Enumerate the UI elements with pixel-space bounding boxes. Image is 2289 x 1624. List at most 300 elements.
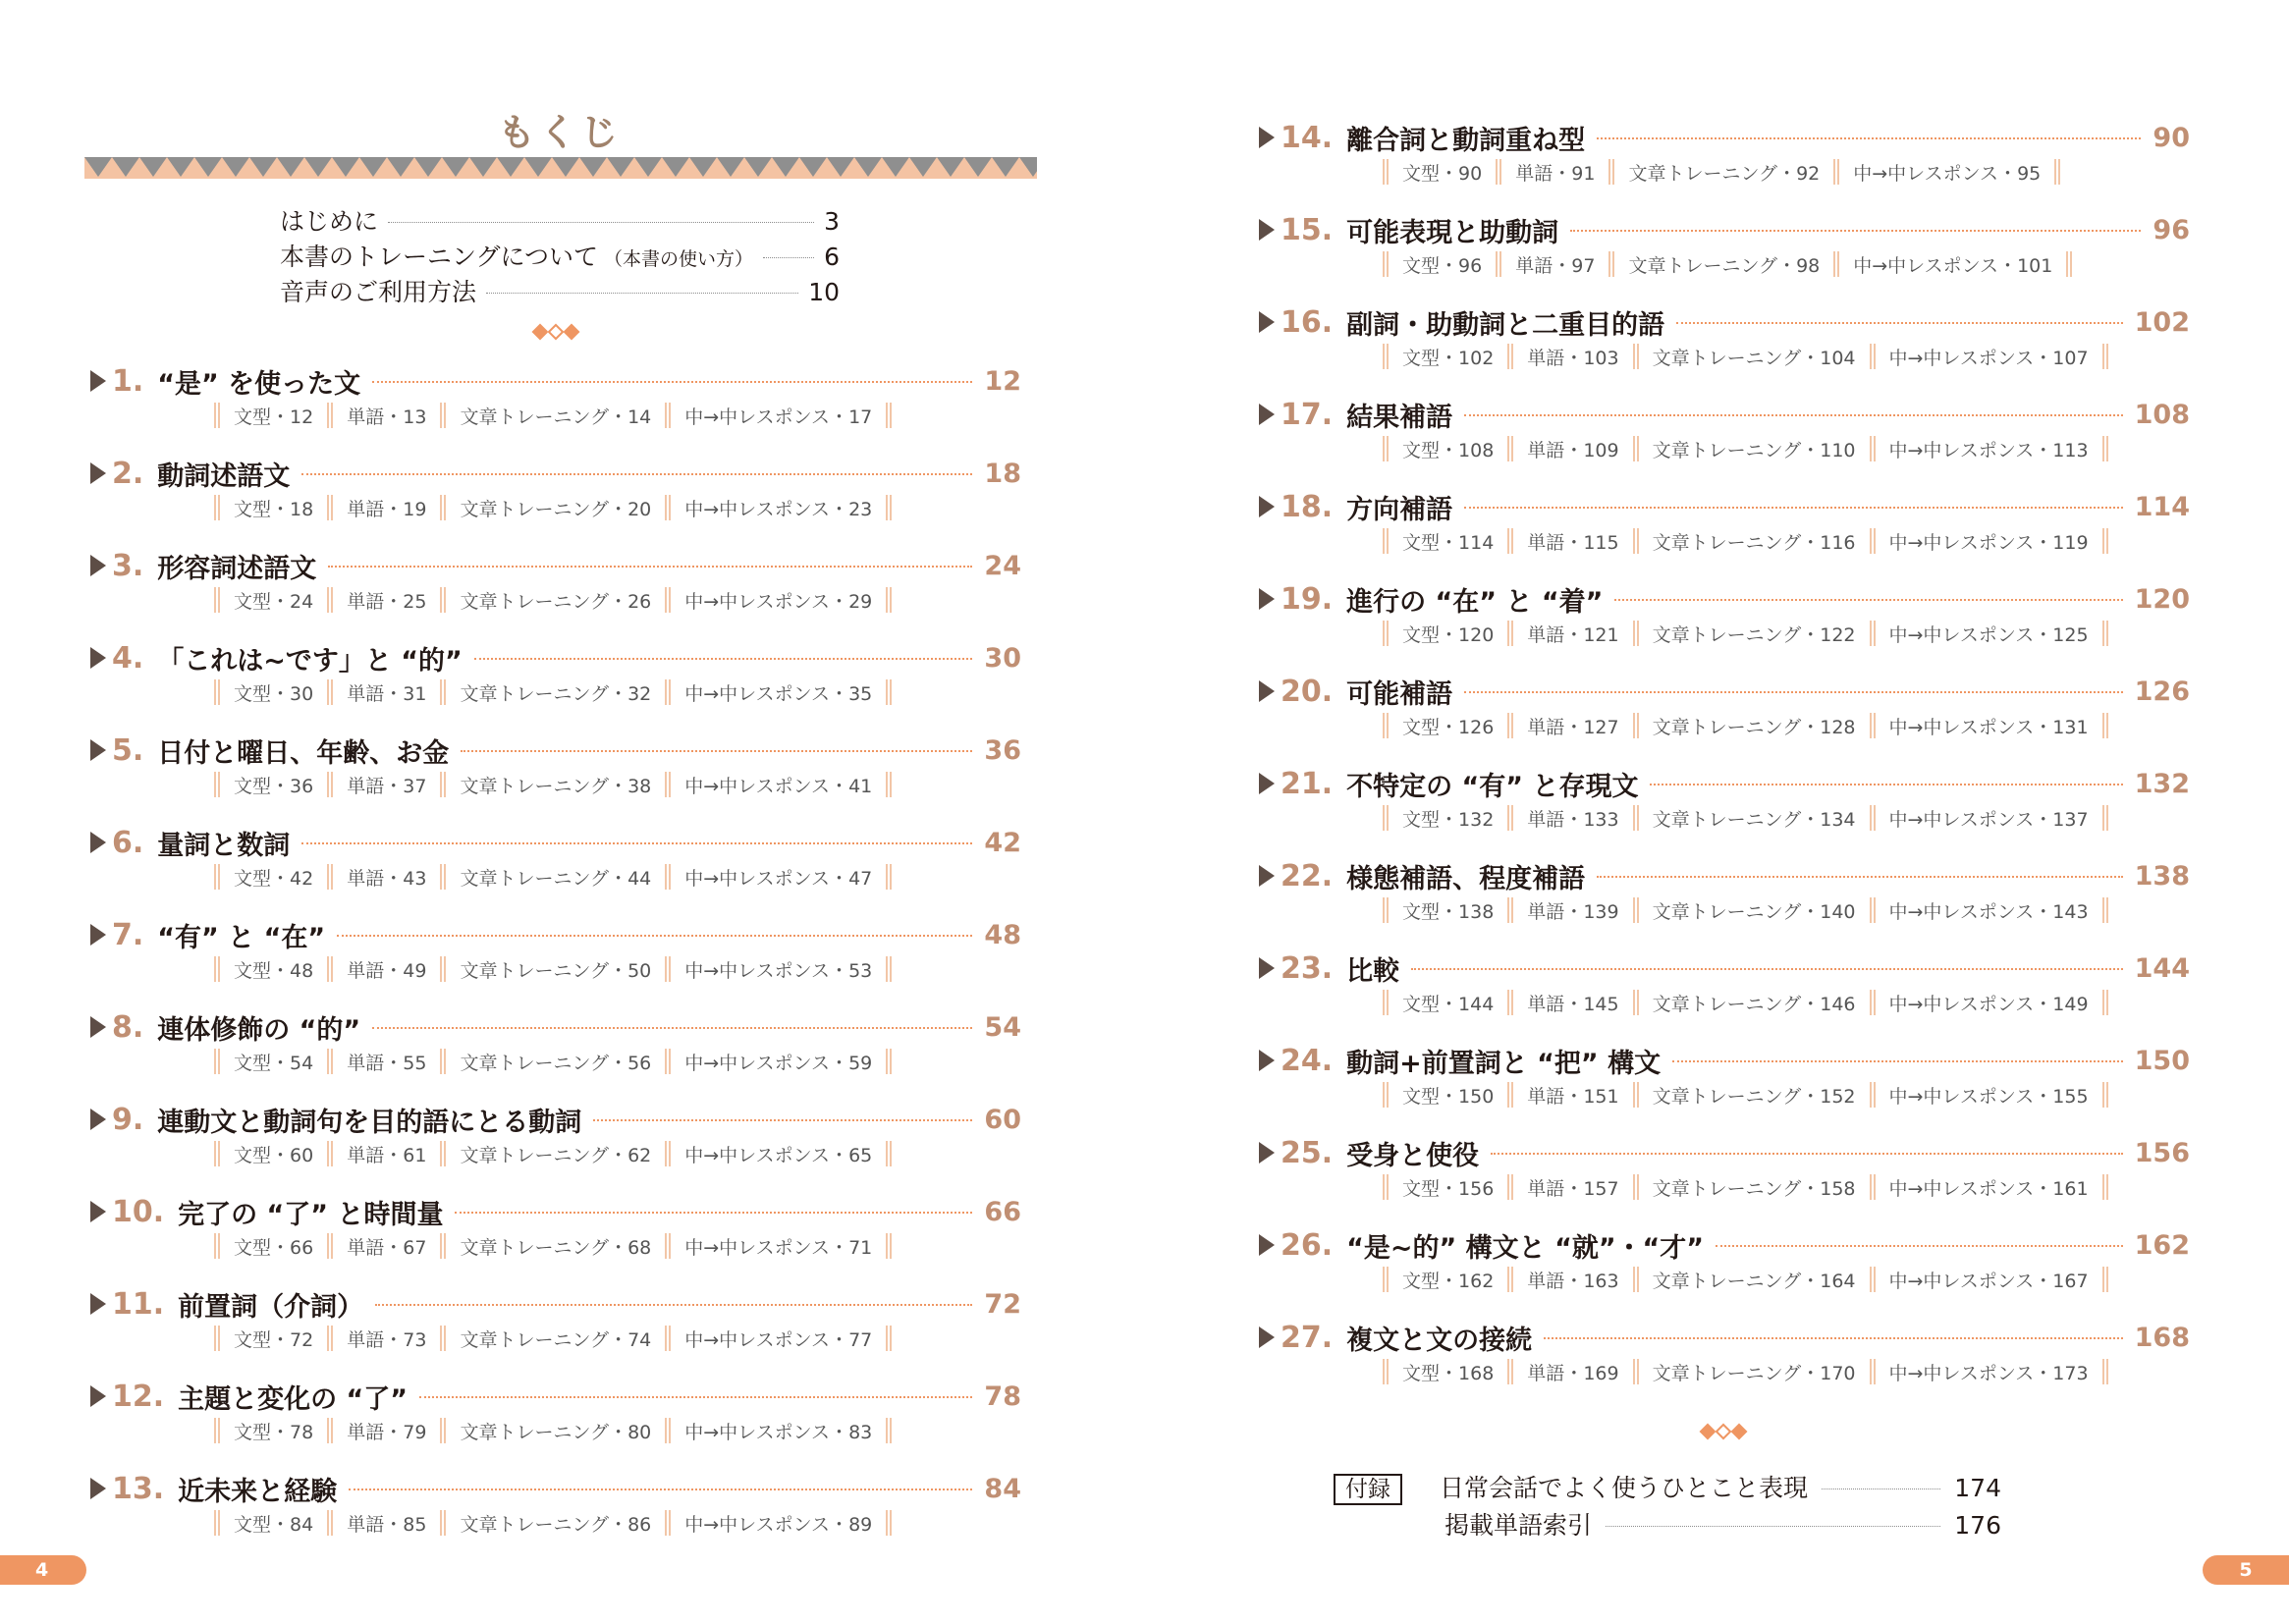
section-item[interactable] xyxy=(684,1510,872,1537)
section-item[interactable] xyxy=(1889,1082,2089,1109)
section-item[interactable] xyxy=(1653,805,1856,832)
double-bar-separator xyxy=(1383,1267,1389,1292)
filled-diamond-icon xyxy=(532,324,549,341)
section-item[interactable] xyxy=(684,403,872,429)
double-bar-separator xyxy=(1870,1082,1876,1108)
section-item[interactable] xyxy=(684,956,872,983)
play-triangle-icon xyxy=(1259,957,1275,979)
double-bar-separator xyxy=(1507,436,1513,461)
chapter-page: 24 xyxy=(984,550,1021,581)
chapter-heading xyxy=(1259,672,2190,711)
section-page: 102 xyxy=(1458,347,1495,369)
chapter-entry[interactable] xyxy=(1259,1133,2190,1212)
section-item[interactable] xyxy=(1889,436,2089,462)
section-item[interactable] xyxy=(1527,1174,1618,1201)
chapter-entry[interactable] xyxy=(90,361,1021,440)
chapter-entry[interactable] xyxy=(1259,579,2190,658)
double-bar-separator xyxy=(665,587,671,613)
section-item[interactable] xyxy=(1889,621,2089,647)
chapter-entry[interactable] xyxy=(1259,856,2190,935)
section-item[interactable] xyxy=(1653,1082,1856,1109)
chapter-entry[interactable] xyxy=(1259,1318,2190,1396)
section-page: 23 xyxy=(848,498,873,520)
play-triangle-icon xyxy=(1259,773,1275,794)
section-item[interactable] xyxy=(460,1510,651,1537)
section-item[interactable] xyxy=(1402,1082,1494,1109)
section-page: 143 xyxy=(2052,900,2089,923)
section-item[interactable] xyxy=(1889,344,2089,370)
middle-dot-separator: ・ xyxy=(384,867,404,890)
section-item[interactable] xyxy=(347,495,426,521)
double-bar-separator xyxy=(1633,1174,1639,1200)
double-bar-separator xyxy=(665,1141,671,1166)
section-item[interactable] xyxy=(234,495,313,521)
section-item[interactable] xyxy=(1402,621,1494,647)
section-page: 164 xyxy=(1820,1270,1856,1292)
section-item[interactable] xyxy=(460,495,651,521)
chapter-entry[interactable] xyxy=(90,1100,1021,1178)
section-label: 文型 xyxy=(1402,439,1441,461)
section-page: 158 xyxy=(1820,1177,1856,1200)
double-bar-separator xyxy=(214,956,220,982)
double-bar-separator xyxy=(327,679,333,705)
double-bar-separator xyxy=(886,1326,892,1351)
section-item[interactable] xyxy=(1889,1359,2089,1385)
section-page: 72 xyxy=(290,1328,314,1351)
chapter-page: 36 xyxy=(984,734,1021,766)
diamond-ornament xyxy=(1702,1426,1745,1437)
section-item[interactable] xyxy=(684,1326,872,1352)
double-bar-separator xyxy=(665,956,671,982)
section-item[interactable] xyxy=(234,1233,313,1260)
leader-dots xyxy=(1570,230,2141,232)
intro-item[interactable] xyxy=(280,273,840,308)
middle-dot-separator: ・ xyxy=(1564,1085,1584,1108)
section-page: 140 xyxy=(1820,900,1856,923)
section-item[interactable] xyxy=(684,864,872,891)
leader-dots xyxy=(1464,507,2122,509)
chapter-entry[interactable] xyxy=(1259,1225,2190,1304)
section-label: 中→中レスポンス xyxy=(1888,1270,2035,1292)
section-item[interactable] xyxy=(347,1233,426,1260)
section-item[interactable] xyxy=(234,679,313,706)
section-item[interactable] xyxy=(1653,990,1856,1016)
section-item[interactable] xyxy=(684,495,872,521)
chapter-entry[interactable] xyxy=(90,915,1021,994)
leader-dots xyxy=(455,1212,972,1214)
section-page: 38 xyxy=(627,775,652,797)
middle-dot-separator: ・ xyxy=(271,1144,291,1166)
double-bar-separator xyxy=(440,772,446,797)
chapter-page: 108 xyxy=(2134,399,2190,430)
middle-dot-separator: ・ xyxy=(609,1421,628,1443)
section-item[interactable] xyxy=(1515,251,1595,278)
section-label: 単語 xyxy=(347,682,385,705)
middle-dot-separator: ・ xyxy=(830,406,849,428)
section-label: 文章トレーニング xyxy=(1652,1270,1802,1292)
section-label: 単語 xyxy=(1515,162,1553,185)
section-item[interactable] xyxy=(1653,713,1856,739)
double-bar-separator xyxy=(2102,805,2108,831)
section-item[interactable] xyxy=(460,1418,651,1444)
double-bar-separator xyxy=(1496,251,1501,277)
section-label: 単語 xyxy=(1527,1177,1565,1200)
section-item[interactable] xyxy=(684,679,872,706)
section-item[interactable] xyxy=(347,772,426,798)
section-item[interactable] xyxy=(347,864,426,891)
chapter-entry[interactable] xyxy=(1259,395,2190,473)
section-item[interactable] xyxy=(1527,344,1618,370)
chapter-title: 複文と文の接続 xyxy=(1346,1325,1533,1356)
chapter-title: 可能表現と助動詞 xyxy=(1346,217,1559,248)
section-page: 156 xyxy=(1458,1177,1495,1200)
page-number-right: 5 xyxy=(2203,1555,2289,1585)
section-label: 文章トレーニング xyxy=(1652,993,1802,1015)
middle-dot-separator: ・ xyxy=(384,682,404,705)
section-item[interactable] xyxy=(1527,897,1618,924)
middle-dot-separator: ・ xyxy=(1564,900,1584,923)
leader-dots xyxy=(1716,1245,2123,1247)
chapter-entry[interactable] xyxy=(1259,948,2190,1027)
leader-dots xyxy=(1650,784,2122,785)
chapter-entry[interactable] xyxy=(1259,210,2190,289)
double-bar-separator xyxy=(1383,713,1389,738)
chapter-page: 18 xyxy=(984,458,1021,489)
double-bar-separator xyxy=(1833,159,1839,185)
filled-diamond-icon xyxy=(564,324,580,341)
section-page: 116 xyxy=(1820,531,1856,554)
outline-diamond-icon xyxy=(1716,1424,1732,1440)
section-item[interactable] xyxy=(1853,159,2041,186)
chapter-sections xyxy=(1369,895,2122,925)
chapter-title: 連動文と動詞句を目的語にとる動詞 xyxy=(157,1107,582,1138)
chapter-title: 連体修飾の “的” xyxy=(157,1014,361,1046)
section-item[interactable] xyxy=(347,403,426,429)
section-item[interactable] xyxy=(347,956,426,983)
section-label: 中→中レスポンス xyxy=(1888,900,2035,923)
section-label: 文章トレーニング xyxy=(1628,254,1778,277)
chapter-page: 102 xyxy=(2134,306,2190,338)
section-label: 文型 xyxy=(234,1328,272,1351)
section-item[interactable] xyxy=(1402,1174,1494,1201)
section-page: 25 xyxy=(403,590,427,613)
section-label: 中→中レスポンス xyxy=(1888,439,2035,461)
chapter-sections xyxy=(1369,711,2122,740)
middle-dot-separator: ・ xyxy=(2034,716,2053,738)
section-item[interactable] xyxy=(1402,897,1494,924)
section-item[interactable] xyxy=(460,1049,651,1075)
chapter-entry[interactable] xyxy=(1259,302,2190,381)
intro-item[interactable] xyxy=(280,202,840,238)
leader-dots xyxy=(1464,414,2122,416)
section-item[interactable] xyxy=(234,1049,313,1075)
appendix-tag: 付録 xyxy=(1334,1474,1402,1505)
chapter-title: 不特定の “有” と存現文 xyxy=(1346,771,1639,802)
chapter-title: 近未来と経験 xyxy=(178,1476,338,1507)
leader-dots xyxy=(1597,876,2122,878)
section-item[interactable] xyxy=(684,1049,872,1075)
section-item[interactable] xyxy=(1653,897,1856,924)
section-item[interactable] xyxy=(234,772,313,798)
section-item[interactable] xyxy=(1889,1174,2089,1201)
section-item[interactable] xyxy=(1402,1359,1494,1385)
section-label: 単語 xyxy=(347,1144,385,1166)
double-bar-separator xyxy=(440,403,446,428)
section-label: 文章トレーニング xyxy=(1652,531,1802,554)
section-label: 単語 xyxy=(347,867,385,890)
double-bar-separator xyxy=(2102,1082,2108,1108)
chapter-entry[interactable] xyxy=(90,638,1021,717)
section-page: 122 xyxy=(1820,623,1856,646)
section-item[interactable] xyxy=(1527,1267,1618,1293)
section-item[interactable] xyxy=(1402,713,1494,739)
chapter-number: 23. xyxy=(1281,950,1334,986)
leader-dots xyxy=(474,658,973,660)
section-page: 125 xyxy=(2052,623,2089,646)
chapter-entry[interactable] xyxy=(1259,118,2190,196)
chapter-heading xyxy=(90,1377,1021,1416)
section-item[interactable] xyxy=(1889,990,2089,1016)
section-item[interactable] xyxy=(347,1418,426,1444)
section-item[interactable] xyxy=(1889,805,2089,832)
middle-dot-separator: ・ xyxy=(384,1236,404,1259)
section-label: 文章トレーニング xyxy=(460,867,610,890)
section-item[interactable] xyxy=(1889,897,2089,924)
section-page: 113 xyxy=(2052,439,2089,461)
section-item[interactable] xyxy=(234,587,313,614)
section-item[interactable] xyxy=(347,1326,426,1352)
section-item[interactable] xyxy=(1527,805,1618,832)
section-item[interactable] xyxy=(347,1049,426,1075)
chapter-heading xyxy=(1259,487,2190,526)
section-item[interactable] xyxy=(234,956,313,983)
chapter-entry[interactable] xyxy=(90,1007,1021,1086)
middle-dot-separator: ・ xyxy=(271,1328,291,1351)
section-item[interactable] xyxy=(1628,251,1820,278)
chapter-entry[interactable] xyxy=(90,1192,1021,1271)
section-item[interactable] xyxy=(460,587,651,614)
chapter-page: 12 xyxy=(984,365,1021,397)
double-bar-separator xyxy=(440,864,446,890)
double-bar-separator xyxy=(886,864,892,890)
section-item[interactable] xyxy=(347,679,426,706)
section-item[interactable] xyxy=(1653,1174,1856,1201)
section-item[interactable] xyxy=(1402,990,1494,1016)
section-item[interactable] xyxy=(1653,344,1856,370)
chapter-entry[interactable] xyxy=(90,1284,1021,1363)
section-item[interactable] xyxy=(460,679,651,706)
section-item[interactable] xyxy=(460,1326,651,1352)
section-item[interactable] xyxy=(347,1510,426,1537)
section-item[interactable] xyxy=(460,956,651,983)
double-bar-separator xyxy=(886,1510,892,1536)
double-bar-separator xyxy=(214,864,220,890)
chapter-sections xyxy=(1369,619,2122,648)
chapter-page: 126 xyxy=(2134,676,2190,707)
section-item[interactable] xyxy=(1889,528,2089,555)
section-page: 92 xyxy=(1796,162,1821,185)
leader-dots xyxy=(1672,1060,2123,1062)
section-item[interactable] xyxy=(1515,159,1595,186)
chapter-entry[interactable] xyxy=(1259,672,2190,750)
leader-dots xyxy=(419,1396,972,1398)
section-page: 150 xyxy=(1458,1085,1495,1108)
section-item[interactable] xyxy=(234,1418,313,1444)
chapter-entry[interactable] xyxy=(90,454,1021,532)
double-bar-separator xyxy=(1633,897,1639,923)
section-item[interactable] xyxy=(1653,1267,1856,1293)
chapter-page: 162 xyxy=(2134,1229,2190,1261)
section-label: 文章トレーニング xyxy=(1652,1362,1802,1384)
double-bar-separator xyxy=(214,1326,220,1351)
chapter-title: 結果補語 xyxy=(1346,402,1453,433)
play-triangle-icon xyxy=(1259,1234,1275,1256)
appendix-item[interactable] xyxy=(1334,1506,2001,1543)
section-item[interactable] xyxy=(234,1141,313,1167)
chapter-sections xyxy=(200,401,905,430)
section-page: 97 xyxy=(1571,254,1596,277)
section-item[interactable] xyxy=(1653,621,1856,647)
chapter-number: 12. xyxy=(112,1379,165,1414)
chapter-heading xyxy=(90,731,1021,770)
section-item[interactable] xyxy=(460,864,651,891)
middle-dot-separator: ・ xyxy=(271,1052,291,1074)
double-bar-separator xyxy=(214,772,220,797)
chapter-title: 比較 xyxy=(1346,955,1400,987)
middle-dot-separator: ・ xyxy=(271,775,291,797)
section-item[interactable] xyxy=(460,1233,651,1260)
chapter-entry[interactable] xyxy=(90,1377,1021,1455)
chapter-number: 8. xyxy=(112,1009,144,1045)
chapter-title: 方向補語 xyxy=(1346,494,1453,525)
section-item[interactable] xyxy=(1653,1359,1856,1385)
chapter-title: “有” と “在” xyxy=(157,922,326,953)
double-bar-separator xyxy=(214,1233,220,1259)
double-bar-separator xyxy=(2102,713,2108,738)
section-item[interactable] xyxy=(1527,621,1618,647)
double-bar-separator xyxy=(1870,344,1876,369)
section-label: 文章トレーニング xyxy=(460,498,610,520)
middle-dot-separator: ・ xyxy=(1553,162,1572,185)
section-item[interactable] xyxy=(1527,436,1618,462)
section-item[interactable] xyxy=(1527,1359,1618,1385)
section-item[interactable] xyxy=(1402,528,1494,555)
double-bar-separator xyxy=(2102,990,2108,1015)
section-page: 128 xyxy=(1820,716,1856,738)
chapter-entry[interactable] xyxy=(90,823,1021,901)
double-bar-separator xyxy=(1507,990,1513,1015)
double-bar-separator xyxy=(327,1326,333,1351)
section-item[interactable] xyxy=(234,1510,313,1537)
chapter-sections xyxy=(1369,1357,2122,1386)
double-bar-separator xyxy=(1833,251,1839,277)
section-item[interactable] xyxy=(1402,251,1482,278)
chapter-heading xyxy=(90,546,1021,585)
chapter-sections xyxy=(200,1231,905,1261)
section-item[interactable] xyxy=(1653,436,1856,462)
section-item[interactable] xyxy=(1853,251,2052,278)
section-item[interactable] xyxy=(347,587,426,614)
section-item[interactable] xyxy=(460,772,651,798)
section-item[interactable] xyxy=(1889,1267,2089,1293)
section-item[interactable] xyxy=(234,864,313,891)
chapter-entry[interactable] xyxy=(90,731,1021,809)
section-page: 85 xyxy=(403,1513,427,1536)
middle-dot-separator: ・ xyxy=(830,1513,849,1536)
middle-dot-separator: ・ xyxy=(609,590,628,613)
double-bar-separator xyxy=(1870,897,1876,923)
section-item[interactable] xyxy=(460,1141,651,1167)
section-item[interactable] xyxy=(684,1418,872,1444)
section-item[interactable] xyxy=(347,1141,426,1167)
chapter-number: 6. xyxy=(112,825,144,860)
middle-dot-separator: ・ xyxy=(609,1144,628,1166)
double-bar-separator xyxy=(1870,1267,1876,1292)
section-label: 文型 xyxy=(234,1052,272,1074)
intro-item[interactable] xyxy=(280,238,840,273)
middle-dot-separator: ・ xyxy=(1440,439,1459,461)
section-item[interactable] xyxy=(1527,990,1618,1016)
section-item[interactable] xyxy=(1527,528,1618,555)
chapter-number: 17. xyxy=(1281,397,1334,432)
section-item[interactable] xyxy=(1402,1267,1494,1293)
double-bar-separator xyxy=(1507,1174,1513,1200)
section-item[interactable] xyxy=(234,403,313,429)
middle-dot-separator: ・ xyxy=(1801,993,1821,1015)
appendix-item[interactable] xyxy=(1334,1469,2001,1506)
section-item[interactable] xyxy=(1402,159,1482,186)
section-item[interactable] xyxy=(1527,1082,1618,1109)
chapter-entry[interactable] xyxy=(1259,764,2190,842)
middle-dot-separator: ・ xyxy=(1801,347,1821,369)
section-item[interactable] xyxy=(1889,713,2089,739)
section-item[interactable] xyxy=(460,403,651,429)
chapter-sections xyxy=(1369,1172,2122,1202)
middle-dot-separator: ・ xyxy=(1564,993,1584,1015)
middle-dot-separator: ・ xyxy=(1564,1177,1584,1200)
section-item[interactable] xyxy=(684,587,872,614)
middle-dot-separator: ・ xyxy=(1777,162,1797,185)
middle-dot-separator: ・ xyxy=(830,1328,849,1351)
chapter-number: 24. xyxy=(1281,1043,1334,1078)
chapter-entry[interactable] xyxy=(1259,487,2190,566)
section-item[interactable] xyxy=(1402,436,1494,462)
chapter-title: 動詞+前置詞と “把” 構文 xyxy=(1346,1048,1662,1079)
section-item[interactable] xyxy=(684,1141,872,1167)
middle-dot-separator: ・ xyxy=(2034,1270,2053,1292)
section-item[interactable] xyxy=(1402,805,1494,832)
double-bar-separator xyxy=(1383,897,1389,923)
section-item[interactable] xyxy=(684,772,872,798)
double-bar-separator xyxy=(1383,1174,1389,1200)
section-item[interactable] xyxy=(1527,713,1618,739)
middle-dot-separator: ・ xyxy=(2034,1085,2053,1108)
section-item[interactable] xyxy=(1653,528,1856,555)
section-label: 文型 xyxy=(1402,808,1441,831)
middle-dot-separator: ・ xyxy=(1564,1362,1584,1384)
chapter-entry[interactable] xyxy=(90,1469,1021,1547)
section-item[interactable] xyxy=(1628,159,1820,186)
section-item[interactable] xyxy=(684,1233,872,1260)
section-item[interactable] xyxy=(1402,344,1494,370)
chapter-entry[interactable] xyxy=(1259,1041,2190,1119)
section-item[interactable] xyxy=(234,1326,313,1352)
chapter-entry[interactable] xyxy=(90,546,1021,624)
leader-dots xyxy=(337,935,972,937)
section-label: 単語 xyxy=(1527,1085,1565,1108)
section-label: 文章トレーニング xyxy=(460,775,610,797)
double-bar-separator xyxy=(1870,528,1876,554)
